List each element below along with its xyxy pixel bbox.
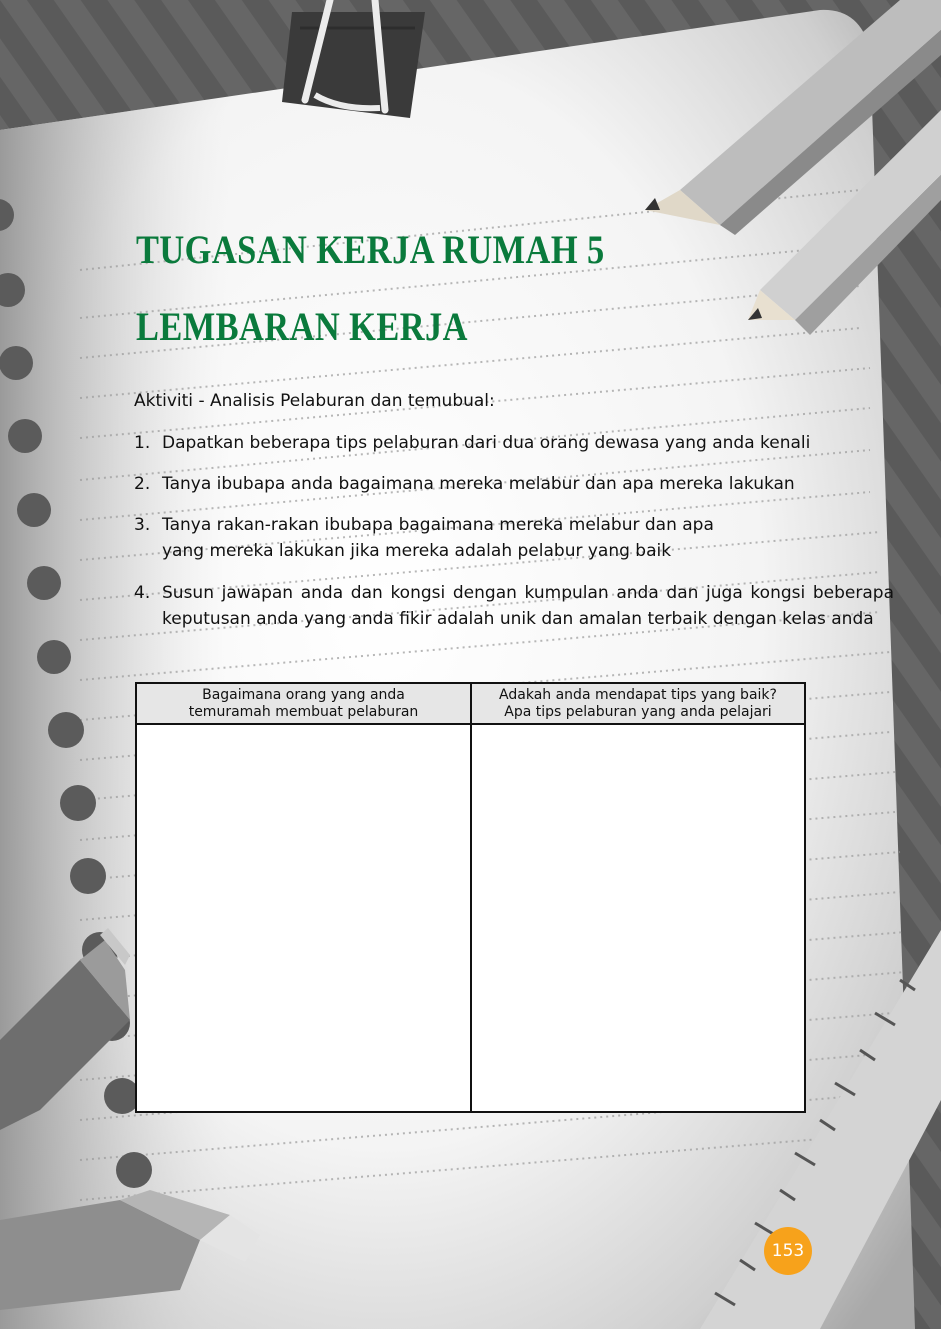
answer-cell-interview[interactable] <box>137 725 472 1111</box>
page-title: TUGASAN KERJA RUMAH 5 <box>136 227 605 272</box>
header-line: Adakah anda mendapat tips yang baik? <box>499 687 777 703</box>
step-number: 4. <box>134 583 151 603</box>
activity-intro: Aktiviti - Analisis Pelaburan dan temubual: <box>134 391 495 411</box>
step-text: Tanya ibubapa anda bagaimana mereka melabur dan apa mereka lakukan <box>162 474 795 494</box>
step-text: Susun jawapan anda dan kongsi dengan kumpulan anda dan juga kongsi beberapa keputusan anda yang anda fikir adalah unik dan amalan terbaik dengan kelas anda <box>162 583 894 629</box>
header-line: temuramah membuat pelaburan <box>188 704 419 720</box>
answer-cell-tips[interactable] <box>472 725 804 1111</box>
step-text-line2: yang mereka lakukan jika mereka adalah pelabur yang baik <box>162 541 672 561</box>
table-header-interview <box>137 684 472 725</box>
list-item <box>134 471 894 497</box>
page-number-badge: 153 <box>764 1227 812 1275</box>
step-number: 1. <box>134 433 151 453</box>
list-item <box>134 580 894 632</box>
answer-table <box>135 682 806 1113</box>
header-line: Apa tips pelaburan yang anda pelajari <box>504 704 772 720</box>
page-subtitle: LEMBARAN KERJA <box>136 304 468 349</box>
list-item <box>134 512 894 564</box>
list-item <box>134 430 894 456</box>
table-header-tips <box>472 684 804 725</box>
step-number: 2. <box>134 474 151 494</box>
step-text: Dapatkan beberapa tips pelaburan dari dua orang dewasa yang anda kenali <box>162 433 811 453</box>
header-line: Bagaimana orang yang anda <box>202 687 405 703</box>
step-number: 3. <box>134 515 151 535</box>
instruction-list <box>134 430 894 632</box>
step-text-line1: Tanya rakan-rakan ibubapa bagaimana mereka melabur dan apa <box>162 515 714 535</box>
